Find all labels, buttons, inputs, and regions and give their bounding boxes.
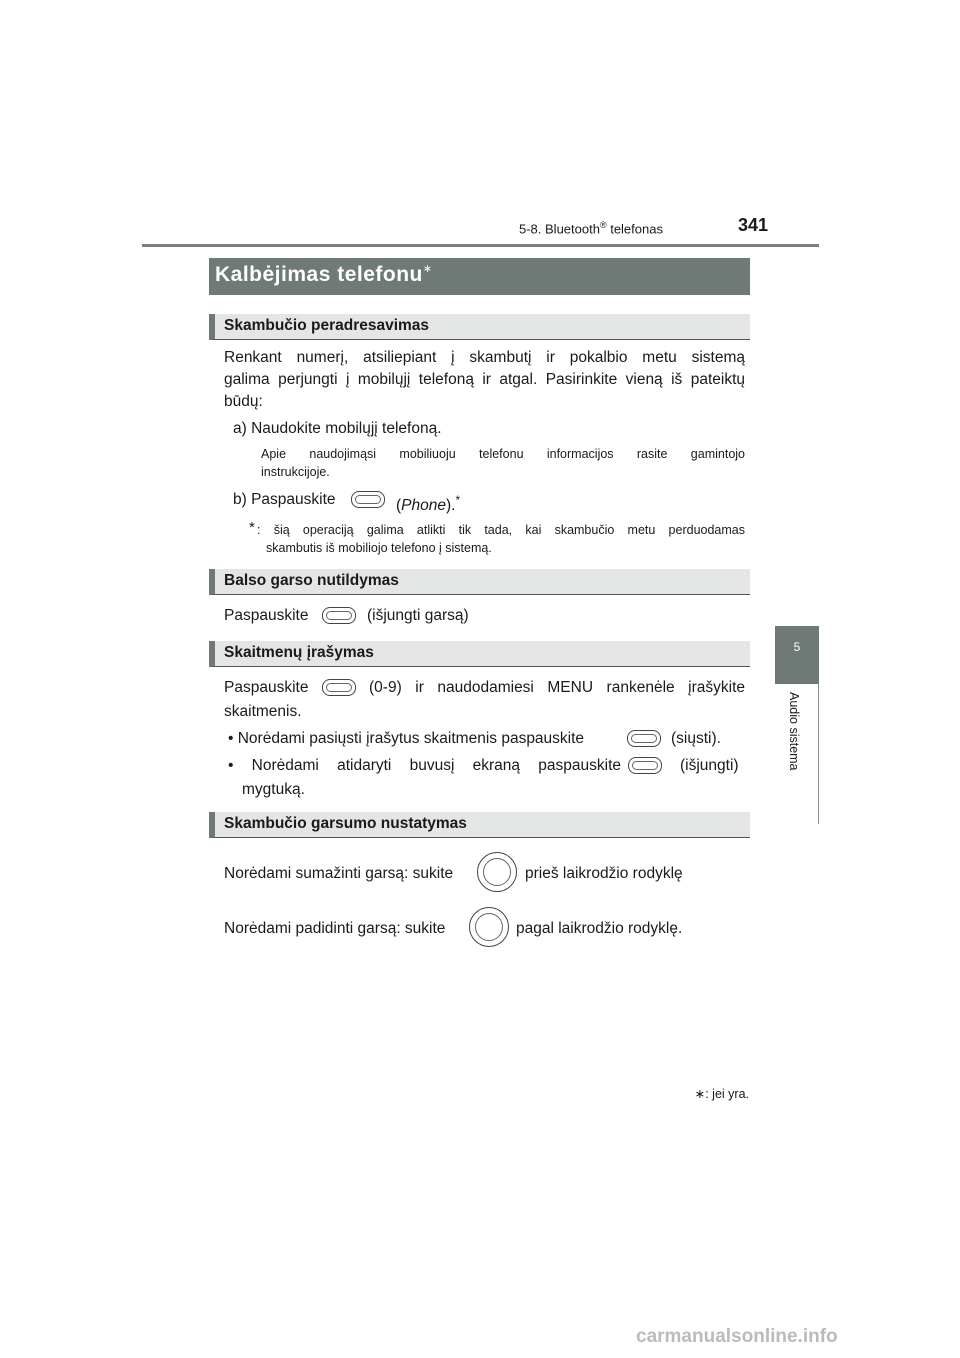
chapter-tab xyxy=(775,626,819,684)
footnote: ∗: jei yra. xyxy=(694,1087,749,1101)
volume-increase-suffix: pagal laikrodžio rodyklę. xyxy=(516,920,683,937)
digits-bullet-2-suffix: (išjungti) xyxy=(680,757,739,774)
volume-increase-prefix: Norėdami padidinti garsą: sukite xyxy=(224,920,446,937)
title-asterisk: ∗ xyxy=(422,263,433,275)
option-a-note-line-1: Apie naudojimąsi mobiliuoju telefonu informacijos rasite gamintojo xyxy=(261,447,745,461)
watermark: carmanualsonline.info xyxy=(636,1326,838,1347)
chapter-tab-number: 5 xyxy=(793,640,801,654)
intro-line-3: būdų: xyxy=(224,393,263,410)
tune-knob-icon-2 xyxy=(469,907,509,947)
send-button-icon xyxy=(627,730,661,747)
keypad-button-icon xyxy=(322,679,356,696)
option-a: a) Naudokite mobilųjį telefoną. xyxy=(233,420,442,437)
star-note-line-2: skambutis iš mobiliojo telefono į sistemą. xyxy=(266,541,492,555)
chapter-tab-label: Audio sistema xyxy=(787,692,801,771)
tune-knob-icon xyxy=(477,852,517,892)
registered-mark: ® xyxy=(599,220,607,230)
star-note-line-1: : šią operaciją galima atlikti tik tada, kai skambučio metu perduodamas xyxy=(257,523,745,537)
digits-line-1-suffix: (0-9) ir naudodamiesi MENU rankenėle įrašykite xyxy=(369,679,745,696)
mute-text-suffix: (išjungti garsą) xyxy=(367,607,469,624)
page-title: Kalbėjimas telefonu∗ xyxy=(215,263,433,286)
running-header-section: 5-8. Bluetooth® telefonas xyxy=(519,220,663,237)
header-rule xyxy=(142,244,819,247)
volume-decrease-suffix: prieš laikrodžio rodyklę xyxy=(525,865,683,882)
digits-bullet-2-prefix: • Norėdami atidaryti buvusį ekraną paspauskite xyxy=(228,757,621,774)
digits-line-2: skaitmenis. xyxy=(224,703,302,720)
intro-line-1: Renkant numerį, atsiliepiant į skambutį ir pokalbio metu sistemą xyxy=(224,349,745,366)
digits-bullet-1-suffix: (siųsti). xyxy=(671,730,721,747)
star-note-marker: * xyxy=(249,519,255,536)
page-number: 341 xyxy=(738,215,769,235)
section-heading-volume: Skambučio garsumo nustatymas xyxy=(209,812,750,838)
digits-bullet-1-prefix: • Norėdami pasiųsti įrašytus skaitmenis paspauskite xyxy=(228,730,585,747)
option-b-label: (Phone).* xyxy=(396,493,461,515)
option-b-prefix: b) Paspauskite xyxy=(233,491,336,508)
section-heading-digits: Skaitmenų įrašymas xyxy=(209,641,750,667)
digits-bullet-2-line-2: mygtuką. xyxy=(242,781,305,798)
section-heading-mute: Balso garso nutildymas xyxy=(209,569,750,595)
digits-line-1-prefix: Paspauskite xyxy=(224,679,309,696)
mute-button-icon xyxy=(322,607,356,624)
phone-button-icon xyxy=(351,491,385,508)
option-a-note-line-2: instrukcijoje. xyxy=(261,465,330,479)
intro-line-2: galima perjungti į mobilųjį telefoną ir atgal. Pasirinkite vieną iš pateiktų xyxy=(224,371,745,388)
close-button-icon xyxy=(628,757,662,774)
mute-text-prefix: Paspauskite xyxy=(224,607,309,624)
volume-decrease-prefix: Norėdami sumažinti garsą: sukite xyxy=(224,865,454,882)
section-heading-forwarding: Skambučio peradresavimas xyxy=(209,314,750,340)
chapter-tab-divider xyxy=(818,684,819,824)
